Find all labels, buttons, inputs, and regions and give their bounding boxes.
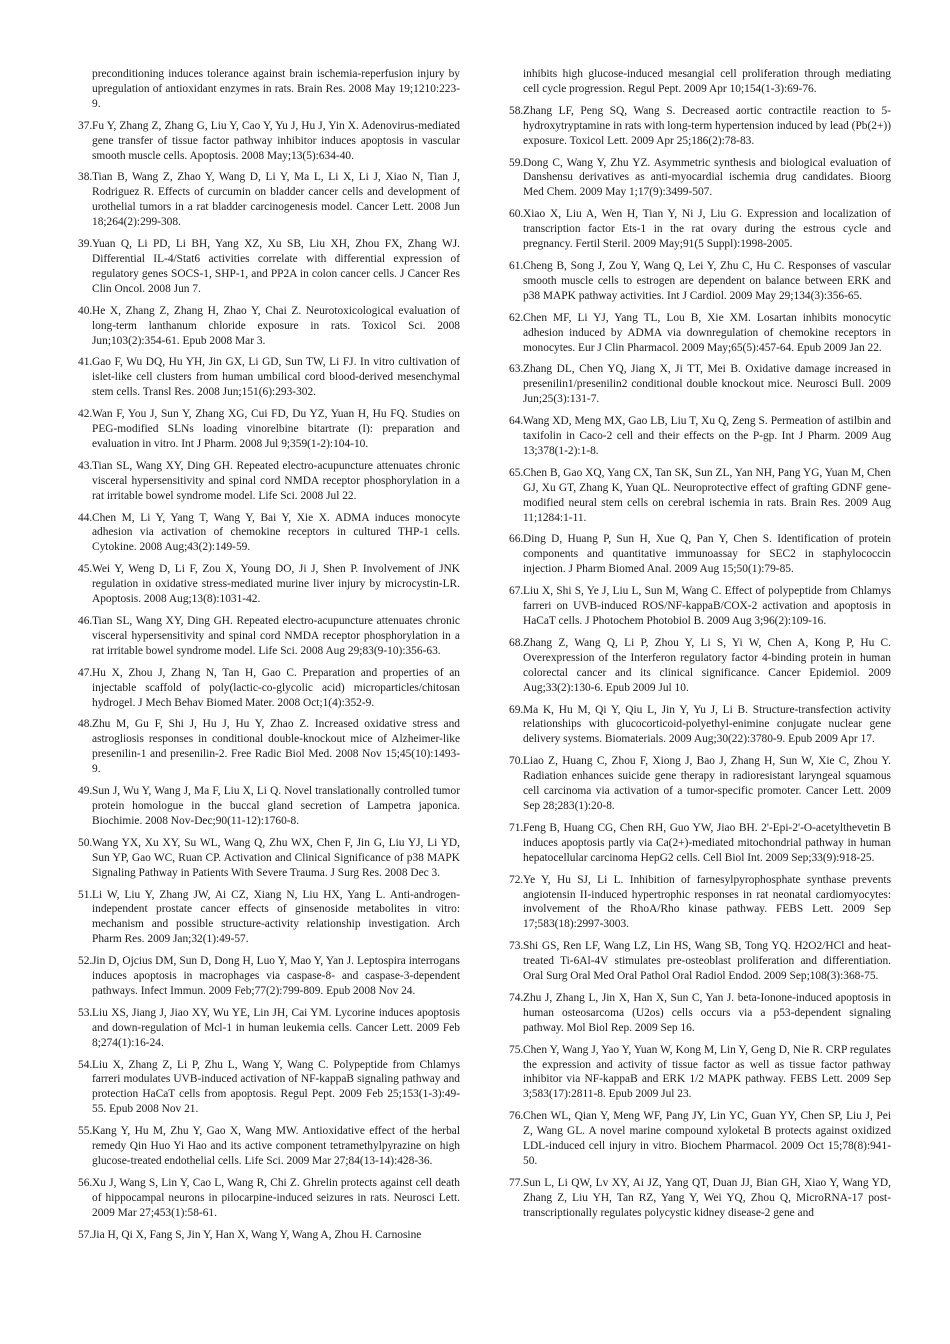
reference-text: Zhang LF, Peng SQ, Wang S. Decreased aortic contractile reaction to 5-hydroxytryptamine in rats with long-term hypertension induced by lead (Pb(2+)) exposure. Toxicol Lett. 2009 Apr 25;186(2):78-83.: [523, 104, 891, 147]
reference-entry: [509, 873, 891, 933]
reference-entry: [78, 407, 460, 452]
reference-continuation: [509, 67, 891, 97]
reference-entry: [509, 636, 891, 696]
reference-entry: [509, 821, 891, 866]
reference-entry: [78, 954, 460, 999]
reference-entry: [78, 1176, 460, 1221]
reference-entry: [509, 1109, 891, 1169]
reference-text: preconditioning induces tolerance against brain ischemia-reperfusion injury by upregulation of antioxidant enzymes in rats. Brain Res. 2008 May 19;1210:223-9.: [92, 68, 460, 110]
reference-text: Chen WL, Qian Y, Meng WF, Pang JY, Lin YC, Guan YY, Chen SP, Liu J, Pei Z, Wang GL. A novel marine compound xyloketal B protects against oxidized LDL-induced cell injury in vitro. Biochem Pharmacol. 2009 Oct 15;78(8):941-50.: [523, 1110, 891, 1167]
reference-text: Wang XD, Meng MX, Gao LB, Liu T, Xu Q, Zeng S. Permeation of astilbin and taxifolin in Caco-2 cell and their effects on the P-gp. Int J Pharm. 2009 Aug 13;378(1-2):1-8.: [523, 415, 891, 457]
reference-text: Wan F, You J, Sun Y, Zhang XG, Cui FD, Du YZ, Yuan H, Hu FQ. Studies on PEG-modified SLNs loading vinorelbine bitartrate (I): preparation and evaluation in vitro. Int J Pharm. 2008 Jul 9;359(1-2):104-10.: [92, 408, 460, 450]
reference-text: Tian B, Wang Z, Zhao Y, Wang D, Li Y, Ma L, Li X, Li J, Xiao N, Tian J, Rodriguez R. Effects of curcumin on bladder cancer cells and development of urothelial tumors in a rat bladder carcinogenesis model. Cancer Lett. 2008 Jun 18;264(2):299-308.: [92, 171, 460, 229]
reference-text: Shi GS, Ren LF, Wang LZ, Lin HS, Wang SB, Tong YQ. H2O2/HCl and heat-treated Ti-6Al-4V stimulates pre-osteoblast proliferation and differentiation. Oral Surg Oral Med Oral Pathol Oral Radiol Endod. 2009 Sep;108(3):368-75.: [523, 940, 891, 983]
reference-number: 37.: [78, 119, 93, 132]
reference-text: Dong C, Wang Y, Zhu YZ. Asymmetric synthesis and biological evaluation of Danshensu derivatives as anti-myocardial ischemia drug candidates. Bioorg Med Chem. 2009 May 1;17(9):3499-507.: [523, 156, 891, 199]
reference-text: Kang Y, Hu M, Zhu Y, Gao X, Wang MW. Antioxidative effect of the herbal remedy Qin Huo Yi Hao and its active component tetramethylpyrazine on high glucose-treated endothelial cells. Life Sci. 2009 Mar 27;84(13-14):428-36.: [92, 1125, 460, 1167]
reference-entry: [78, 784, 460, 829]
reference-number: 70.: [509, 755, 524, 768]
reference-text: Zhu J, Zhang L, Jin X, Han X, Sun C, Yan J. beta-Ionone-induced apoptosis in human osteosarcoma (U2os) cells occurs via a p53-dependent signaling pathway. Mol Biol Rep. 2009 Sep 16.: [523, 991, 891, 1034]
reference-number: 42.: [78, 408, 93, 421]
reference-entry: [78, 1228, 460, 1243]
reference-text: Liao Z, Huang C, Zhou F, Xiong J, Bao J, Zhang H, Sun W, Xie C, Zhou Y. Radiation enhances suicide gene therapy in radioresistant laryngeal squamous cell carcinoma via activation of a tumor-specific promoter. Cancer Lett. 2009 Sep 28;283(1):20-8.: [523, 755, 891, 812]
reference-number: 56.: [78, 1176, 93, 1189]
reference-number: 54.: [78, 1058, 93, 1071]
reference-number: 67.: [509, 585, 524, 598]
reference-number: 69.: [509, 703, 524, 716]
reference-text: Feng B, Huang CG, Chen RH, Guo YW, Jiao BH. 2'-Epi-2'-O-acetylthevetin B induces apoptosis partly via Ca(2+)-mediated mitochondrial pathway in human hepatocellular carcinoma HepG2 cells. Cell Biol Int. 2009 Sep;33(9):918-25.: [523, 821, 891, 864]
reference-text: inhibits high glucose-induced mesangial cell proliferation through mediating cell cycle progression. Regul Pept. 2009 Apr 10;154(1-3):69-76.: [523, 68, 891, 95]
reference-text: Cheng B, Song J, Zou Y, Wang Q, Lei Y, Zhu C, Hu C. Responses of vascular smooth muscle cells to estrogen are dependent on balance between ERK and p38 MAPK pathway activities. Int J Cardiol. 2009 May 29;134(3):356-65.: [523, 259, 891, 302]
reference-entry: [509, 104, 891, 149]
reference-entry: [78, 562, 460, 607]
reference-entry: [78, 170, 460, 230]
reference-entry: [78, 1124, 460, 1169]
reference-text: Jia H, Qi X, Fang S, Jin Y, Han X, Wang Y, Wang A, Zhou H. Carnosine: [92, 1228, 422, 1241]
reference-number: 52.: [78, 955, 93, 968]
reference-text: Fu Y, Zhang Z, Zhang G, Liu Y, Cao Y, Yu J, Hu J, Yin X. Adenovirus-mediated gene transfer of tissue factor pathway inhibitor induces apoptosis in vascular smooth muscle cells. Apoptosis. 2008 May;13(5):634-40.: [92, 119, 460, 162]
reference-number: 40.: [78, 304, 93, 317]
reference-text: Zhang DL, Chen YQ, Jiang X, Ji TT, Mei B. Oxidative damage increased in presenilin1/presenilin2 conditional double knockout mice. Neurosci Bull. 2009 Jun;25(3):131-7.: [523, 363, 891, 406]
reference-entry: [509, 156, 891, 201]
reference-number: 38.: [78, 171, 93, 184]
reference-text: Zhang Z, Wang Q, Li P, Zhou Y, Li S, Yi W, Chen A, Kong P, Hu C. Overexpression of the Interferon regulatory factor 4-binding protein in human colorectal cancer and its clinical significance. Cancer Epidemiol. 2009 Aug;33(2):130-6. Epub 2009 Jul 10.: [523, 636, 891, 694]
reference-number: 45.: [78, 563, 93, 576]
reference-number: 71.: [509, 821, 524, 834]
reference-entry: [78, 237, 460, 297]
left-column: [78, 67, 460, 1250]
reference-number: 51.: [78, 888, 93, 901]
reference-entry: [78, 717, 460, 777]
reference-text: Xiao X, Liu A, Wen H, Tian Y, Ni J, Liu G. Expression and localization of transcription factor Ets-1 in the rat ovary during the estrous cycle and pregnancy. Fertil Steril. 2009 May;91(5 Suppl):1998-2005.: [523, 208, 891, 251]
reference-entry: [78, 1006, 460, 1051]
reference-entry: [509, 1176, 891, 1221]
reference-number: 48.: [78, 718, 93, 731]
reference-text: Wang YX, Xu XY, Su WL, Wang Q, Zhu WX, Chen F, Jin G, Liu YJ, Li YD, Sun YP, Gao WC, Ruan CP. Activation and Clinical Significance of p38 MAPK Signaling Pathway in Patients With Severe Trauma. J Surg Res. 2008 Dec 3.: [92, 836, 460, 879]
reference-text: Liu XS, Jiang J, Jiao XY, Wu YE, Lin JH, Cai YM. Lycorine induces apoptosis and down-regulation of Mcl-1 in human leukemia cells. Cancer Lett. 2009 Feb 8;274(1):16-24.: [92, 1006, 460, 1049]
right-column: [509, 67, 891, 1228]
reference-entry: [509, 1043, 891, 1103]
reference-text: Sun J, Wu Y, Wang J, Ma F, Liu X, Li Q. Novel translationally controlled tumor protein homologue in the buccal gland secretion of Lampetra japonica. Biochimie. 2008 Nov-Dec;90(11-12):1760-8.: [92, 785, 460, 827]
reference-number: 64.: [509, 415, 524, 428]
reference-text: Tian SL, Wang XY, Ding GH. Repeated electro-acupuncture attenuates chronic visceral hypersensitivity and spinal cord NMDA receptor phosphorylation in a rat irritable bowel syndrome model. Life Sci. 2008 Aug 29;83(9-10):356-63.: [92, 615, 460, 657]
reference-text: Ma K, Hu M, Qi Y, Qiu L, Jin Y, Yu J, Li B. Structure-transfection activity relationships with glucocorticoid-polyethyl-enimine conjugate nuclear gene delivery systems. Biomaterials. 2009 Aug;30(22):3780-9. Epub 2009 Apr 17.: [523, 703, 891, 746]
reference-number: 62.: [509, 311, 524, 324]
reference-number: 77.: [509, 1176, 524, 1189]
reference-number: 55.: [78, 1125, 93, 1138]
reference-entry: [78, 119, 460, 164]
reference-entry: [509, 207, 891, 252]
reference-text: Ding D, Huang P, Sun H, Xue Q, Pan Y, Chen S. Identification of protein components and quantitative immunoassay for SEC2 in staphylococcin injection. J Pharm Biomed Anal. 2009 Aug 15;50(1):79-85.: [523, 533, 891, 576]
reference-entry: [78, 511, 460, 556]
reference-entry: [78, 836, 460, 881]
reference-entry: [509, 991, 891, 1036]
reference-text: Zhu M, Gu F, Shi J, Hu J, Hu Y, Zhao Z. Increased oxidative stress and astrogliosis responses in conditional double-knockout mice of Alzheimer-like presenilin-1 and presenilin-2. Free Radic Biol Med. 2008 Nov 15;45(10):1493-9.: [92, 718, 460, 776]
reference-entry: [78, 459, 460, 504]
reference-text: Li W, Liu Y, Zhang JW, Ai CZ, Xiang N, Liu HX, Yang L. Anti-androgen-independent prostate cancer effects of ginsenoside metabolites in vitro: mechanism and possible structure-activity relationship investigation. Arch Pharm Res. 2009 Jan;32(1):49-57.: [92, 888, 460, 946]
reference-entry: [509, 532, 891, 577]
reference-number: 68.: [509, 636, 524, 649]
reference-text: Yuan Q, Li PD, Li BH, Yang XZ, Xu SB, Liu XH, Zhou FX, Zhang WJ. Differential IL-4/Stat6 activities correlate with differential expression of regulatory genes SOCS-1, SHP-1, and PP2A in colon cancer cells. J Cancer Res Clin Oncol. 2008 Jun 7.: [92, 238, 460, 295]
reference-text: Xu J, Wang S, Lin Y, Cao L, Wang R, Chi Z. Ghrelin protects against cell death of hippocampal neurons in pilocarpine-induced seizures in rats. Neurosci Lett. 2009 Mar 27;453(1):58-61.: [92, 1176, 460, 1219]
reference-number: 57.: [78, 1228, 93, 1241]
reference-number: 41.: [78, 356, 93, 369]
reference-number: 43.: [78, 459, 93, 472]
reference-continuation: [78, 67, 460, 112]
reference-number: 49.: [78, 785, 93, 798]
reference-text: Chen M, Li Y, Yang T, Wang Y, Bai Y, Xie X. ADMA induces monocyte adhesion via activation of chemokine receptors in cultured THP-1 cells. Cytokine. 2008 Aug;43(2):149-59.: [92, 511, 460, 554]
reference-number: 65.: [509, 466, 524, 479]
reference-entry: [509, 362, 891, 407]
reference-number: 61.: [509, 259, 524, 272]
reference-number: 47.: [78, 666, 93, 679]
reference-text: Sun L, Li QW, Lv XY, Ai JZ, Yang QT, Duan JJ, Bian GH, Xiao Y, Wang YD, Zhang Z, Liu YH, Tan RZ, Yang Y, Wei YQ, Zhou Q, MicroRNA-17 post-transcriptionally regulates polycystic kidney disease-2 gene and: [523, 1176, 891, 1219]
reference-entry: [509, 754, 891, 814]
reference-text: Jin D, Ojcius DM, Sun D, Dong H, Luo Y, Mao Y, Yan J. Leptospira interrogans induces apoptosis in macrophages via caspase-8- and caspase-3-dependent pathways. Infect Immun. 2009 Feb;77(2):799-809. Epub 2008 Nov 24.: [92, 955, 460, 997]
reference-text: Ye Y, Hu SJ, Li L. Inhibition of farnesylpyrophosphate synthase prevents angiotensin II-induced hypertrophic responses in rat neonatal cardiomyocytes: involvement of the RhoA/Rho kinase pathway. FEBS Lett. 2009 Sep 17;583(18):2997-3003.: [523, 873, 891, 931]
reference-number: 58.: [509, 104, 524, 117]
reference-entry: [509, 584, 891, 629]
reference-entry: [78, 888, 460, 948]
reference-text: Liu X, Shi S, Ye J, Liu L, Sun M, Wang C. Effect of polypeptide from Chlamys farreri on UVB-induced ROS/NF-kappaB/COX-2 activation and apoptosis in HaCaT cells. J Photochem Photobiol B. 2009 Aug 3;96(2):109-16.: [523, 585, 891, 627]
reference-number: 46.: [78, 615, 93, 627]
reference-text: Gao F, Wu DQ, Hu YH, Jin GX, Li GD, Sun TW, Li FJ. In vitro cultivation of islet-like cell clusters from human umbilical cord blood-derived mesenchymal stem cells. Transl Res. 2008 Jun;151(6):293-302.: [92, 356, 460, 399]
reference-text: Hu X, Zhou J, Zhang N, Tan H, Gao C. Preparation and properties of an injectable scaffold of poly(lactic-co-glycolic acid) microparticles/chitosan hydrogel. J Mech Behav Biomed Mater. 2008 Oct;1(4):352-9.: [92, 666, 460, 709]
reference-text: Liu X, Zhang Z, Li P, Zhu L, Wang Y, Wang C. Polypeptide from Chlamys farreri modulates UVB-induced activation of NF-kappaB signaling pathway and protection HaCaT cells from apoptosis. Regul Pept. 2009 Feb 25;153(1-3):49-55. Epub 2008 Nov 21.: [92, 1058, 460, 1116]
reference-number: 39.: [78, 238, 93, 251]
reference-number: 53.: [78, 1006, 93, 1019]
reference-entry: [78, 1058, 460, 1118]
reference-text: Chen MF, Li YJ, Yang TL, Lou B, Xie XM. Losartan inhibits monocytic adhesion induced by ADMA via downregulation of chemokine receptors in monocytes. Eur J Clin Pharmacol. 2009 May;65(5):457-64. Epub 2009 Jan 22.: [523, 311, 891, 354]
reference-number: 74.: [509, 991, 524, 1004]
reference-entry: [509, 259, 891, 304]
reference-entry: [78, 666, 460, 711]
reference-text: Wei Y, Weng D, Li F, Zou X, Young DO, Ji J, Shen P. Involvement of JNK regulation in oxidative stress-mediated murine liver injury by microcystin-LR. Apoptosis. 2008 Aug;13(8):1031-42.: [92, 563, 460, 606]
reference-entry: [509, 311, 891, 356]
reference-number: 63.: [509, 363, 524, 376]
reference-text: Chen B, Gao XQ, Yang CX, Tan SK, Sun ZL, Yan NH, Pang YG, Yuan M, Chen GJ, Xu GT, Zhang K, Yuan QL. Neuroprotective effect of grafting GDNF gene-modified neural stem cells on cerebral ischemia in rats. Brain Res. 2009 Aug 11;1284:1-11.: [523, 466, 891, 524]
reference-text: Chen Y, Wang J, Yao Y, Yuan W, Kong M, Lin Y, Geng D, Nie R. CRP regulates the expression and activity of tissue factor as well as tissue factor pathway inhibitor via NF-kappaB and ERK 1/2 MAPK pathway. FEBS Lett. 2009 Sep 3;583(17):2811-8. Epub 2009 Jul 23.: [523, 1043, 891, 1101]
reference-entry: [509, 703, 891, 748]
reference-number: 60.: [509, 208, 524, 221]
reference-entry: [78, 355, 460, 400]
reference-entry: [509, 414, 891, 459]
reference-number: 66.: [509, 533, 524, 546]
reference-number: 75.: [509, 1043, 524, 1056]
reference-number: 59.: [509, 156, 524, 169]
reference-entry: [78, 304, 460, 349]
reference-entry: [78, 614, 460, 659]
reference-number: 50.: [78, 836, 93, 849]
reference-number: 73.: [509, 940, 524, 953]
reference-number: 72.: [509, 873, 524, 886]
reference-number: 44.: [78, 511, 93, 524]
reference-entry: [509, 466, 891, 526]
reference-text: Tian SL, Wang XY, Ding GH. Repeated electro-acupuncture attenuates chronic visceral hypersensitivity and spinal cord NMDA receptor phosphorylation in a rat irritable bowel syndrome model. Life Sci. 2008 Jul 22.: [92, 459, 460, 502]
reference-number: 76.: [509, 1110, 524, 1123]
reference-entry: [509, 939, 891, 984]
reference-text: He X, Zhang Z, Zhang H, Zhao Y, Chai Z. Neurotoxicological evaluation of long-term lanthanum chloride exposure in rats. Toxicol Sci. 2008 Jun;103(2):354-61. Epub 2008 Mar 3.: [92, 304, 460, 347]
